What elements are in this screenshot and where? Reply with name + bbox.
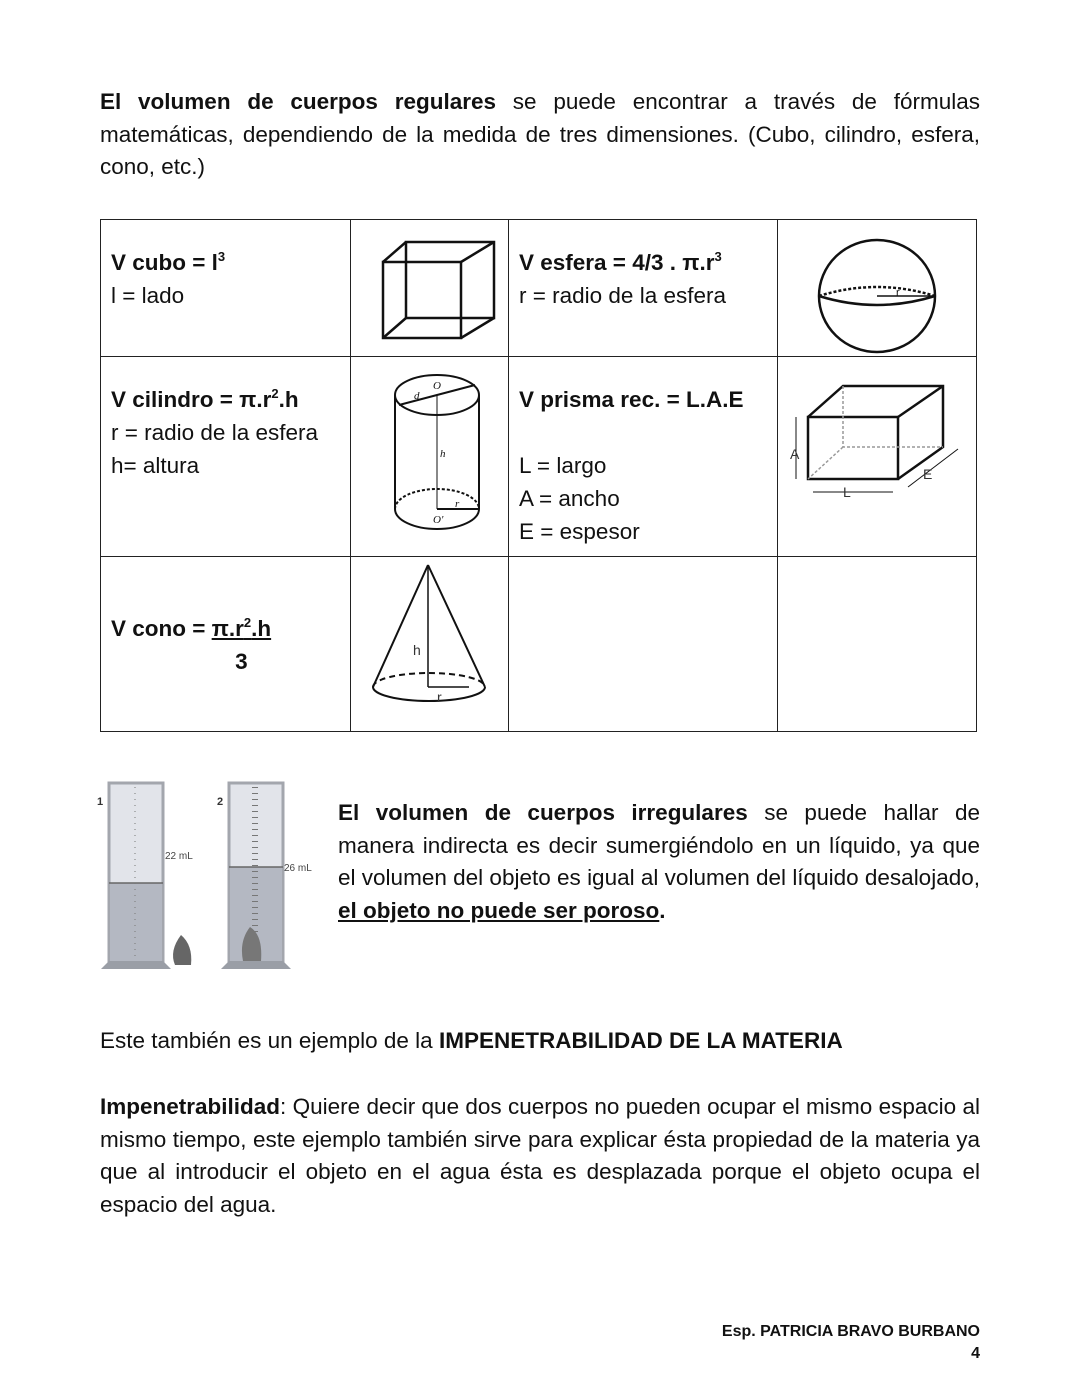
svg-text:r: r bbox=[455, 498, 460, 510]
cilindro-def-r: r = radio de la esfera bbox=[111, 420, 318, 445]
svg-text:O: O bbox=[433, 380, 441, 392]
cubo-def: l = lado bbox=[111, 283, 185, 308]
impenetrabilidad-text: : Quiere decir que dos cuerpos no pueden ocupar el mismo espacio al mismo tiempo, este ejemplo también sirve para explicar ésta propiedad de la materia ya que al introducir el objeto en el agua ésta es desplazada porque el objeto ocupa el espacio del agua. bbox=[100, 1094, 980, 1217]
svg-text:A: A bbox=[790, 446, 800, 462]
prisma-def-l: L = largo bbox=[519, 453, 607, 478]
intro-paragraph bbox=[100, 86, 980, 184]
intro-bold: El volumen de cuerpos regulares bbox=[100, 89, 497, 114]
esfera-formula: V esfera = 4/3 . $\pi.r^3$ bbox=[519, 249, 722, 275]
svg-text:O': O' bbox=[433, 514, 444, 526]
prism-figure bbox=[778, 357, 976, 557]
cono-formula: V cono = $\frac{\pi.r^2.h}{3}$ bbox=[111, 615, 272, 674]
sphere-figure bbox=[778, 220, 976, 357]
svg-text:r: r bbox=[896, 287, 900, 299]
example-text: Este también es un ejemplo de la bbox=[100, 1028, 439, 1053]
intro-text: se puede encontrar a través de fórmulas matemáticas, dependiendo de la medida de tres dimensiones. (Cubo, cilindro, esfera, cono, etc.) bbox=[100, 89, 980, 179]
irregular-paragraph bbox=[338, 797, 980, 927]
svg-text:2: 2 bbox=[217, 796, 224, 808]
page-number: 4 bbox=[971, 1345, 980, 1362]
prisma-def-e: E = espesor bbox=[519, 519, 640, 544]
svg-text:h: h bbox=[413, 642, 421, 658]
example-line bbox=[100, 1025, 980, 1058]
formulas-table bbox=[100, 219, 977, 732]
svg-text:r: r bbox=[437, 689, 442, 705]
irregular-text: se puede hallar de manera indirecta es decir sumergiéndolo en un líquido, ya que el volumen del objeto es igual al volumen del líquido desalojado, bbox=[338, 800, 980, 890]
impenetrabilidad-term: Impenetrabilidad bbox=[100, 1094, 281, 1119]
irregular-bold: El volumen de cuerpos irregulares bbox=[338, 800, 748, 825]
cylinder-1 bbox=[97, 783, 193, 969]
cilindro-def-h: h= altura bbox=[111, 453, 200, 478]
footer-author: Esp. PATRICIA BRAVO BURBANO bbox=[721, 1323, 980, 1340]
footer bbox=[722, 1321, 980, 1365]
cone-figure bbox=[351, 557, 508, 732]
graduated-cylinders-figure bbox=[95, 775, 325, 975]
svg-text:22 mL: 22 mL bbox=[165, 851, 193, 862]
irregular-underlined: el objeto no puede ser poroso bbox=[338, 897, 660, 923]
svg-text:1: 1 bbox=[97, 796, 104, 808]
impenetrabilidad-paragraph bbox=[100, 1091, 980, 1221]
example-bold: IMPENETRABILIDAD DE LA MATERIA bbox=[438, 1028, 843, 1053]
cilindro-formula: V cilindro = $\pi.r^2.h$ bbox=[111, 386, 299, 412]
svg-text:L: L bbox=[843, 484, 851, 500]
svg-text:h: h bbox=[440, 448, 446, 460]
prisma-formula: V prisma rec. = L.A.E bbox=[519, 387, 744, 412]
irregular-end: . bbox=[659, 897, 666, 923]
svg-text:26 mL: 26 mL bbox=[284, 863, 312, 874]
cylinder-2 bbox=[217, 783, 312, 969]
prisma-def-a: A = ancho bbox=[519, 486, 620, 511]
cube-figure bbox=[351, 220, 508, 357]
svg-text:d: d bbox=[414, 390, 420, 402]
svg-text:E: E bbox=[923, 466, 933, 482]
cubo-formula: V cubo = $l^3$ bbox=[111, 249, 226, 275]
esfera-def: r = radio de la esfera bbox=[519, 283, 726, 308]
cylinder-figure bbox=[351, 357, 508, 557]
